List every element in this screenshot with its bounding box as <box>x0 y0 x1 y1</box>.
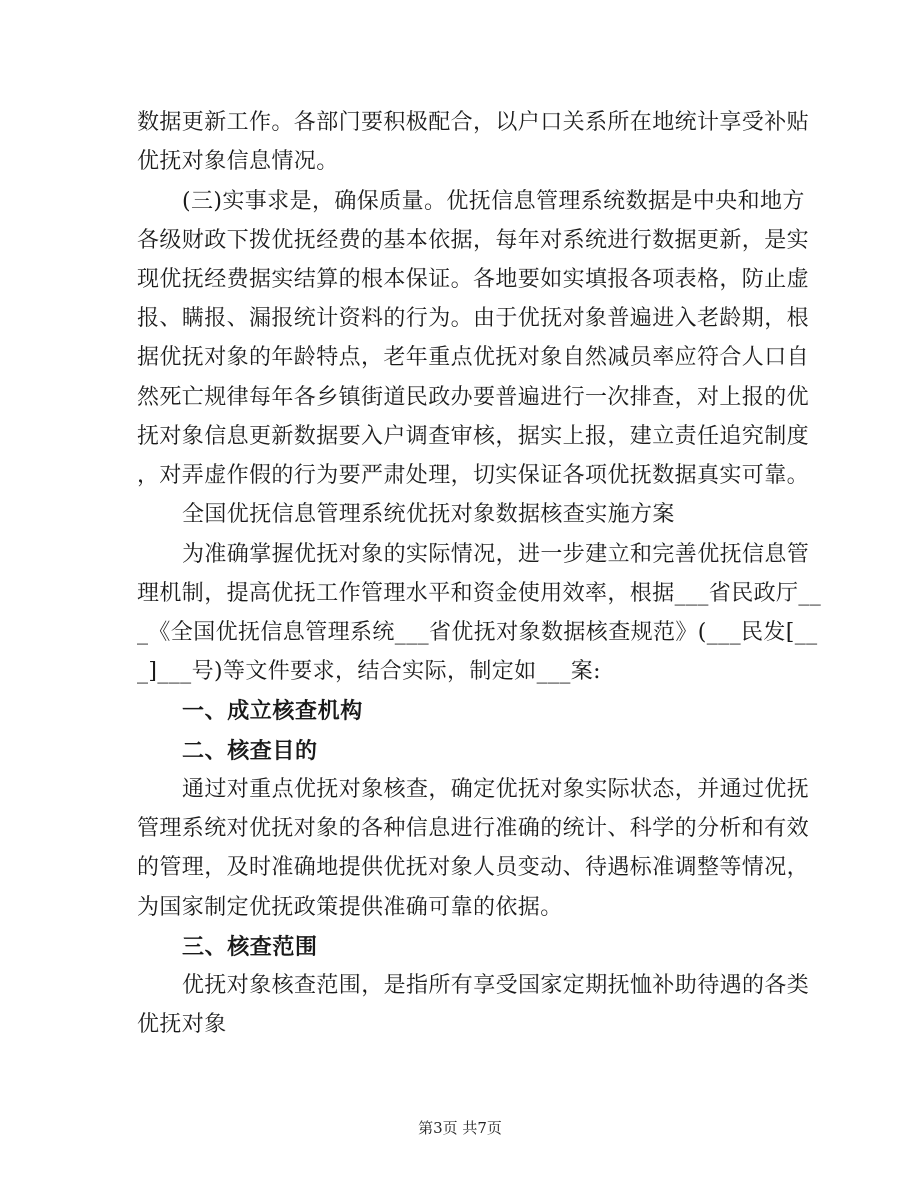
heading-2: 二、核查目的 <box>182 738 318 764</box>
text-line: 据优抚对象的年龄特点，老年重点优抚对象自然减员率应符合人口自 <box>137 345 810 370</box>
text-line: (三)实事求是，确保质量。优抚信息管理系统数据是中央和地方 <box>182 189 805 214</box>
text-line: 通过对重点优抚对象核查，确定优抚对象实际状态，并通过优抚 <box>182 777 810 802</box>
text-line: 优抚对象 <box>137 1012 227 1037</box>
text-line: 优抚对象信息情况。 <box>137 149 339 174</box>
text-line: _]___号)等文件要求，结合实际，制定如___案: <box>137 659 601 684</box>
text-line: 现优抚经费据实结算的根本保证。各地要如实填报各项表格，防止虚 <box>137 267 810 292</box>
text-line: 然死亡规律每年各乡镇街道民政办要普遍进行一次排查，对上报的优 <box>137 385 810 410</box>
text-line: 抚对象信息更新数据要入户调查审核，据实上报，建立责任追究制度 <box>137 424 810 449</box>
text-line: 为准确掌握优抚对象的实际情况，进一步建立和完善优抚信息管 <box>182 542 810 567</box>
page-number-footer: 第3页 共7页 <box>418 1119 502 1137</box>
text-line: 数据更新工作。各部门要积极配合，以户口关系所在地统计享受补贴 <box>137 110 810 135</box>
text-line: 的管理，及时准确地提供优抚对象人员变动、待遇标准调整等情况， <box>137 855 810 880</box>
heading-3: 三、核查范围 <box>182 934 318 960</box>
heading-1: 一、成立核查机构 <box>182 698 363 724</box>
text-line: 管理系统对优抚对象的各种信息进行准确的统计、科学的分析和有效 <box>137 816 810 841</box>
text-line: 为国家制定优抚政策提供准确可靠的依据。 <box>137 895 563 920</box>
text-line: ，对弄虚作假的行为要严肃处理，切实保证各项优抚数据真实可靠。 <box>137 463 810 488</box>
text-line: 优抚对象核查范围，是指所有享受国家定期抚恤补助待遇的各类 <box>182 973 810 998</box>
text-line: 报、瞒报、漏报统计资料的行为。由于优抚对象普遍进入老龄期，根 <box>137 306 810 331</box>
text-line: 各级财政下拨优抚经费的基本依据，每年对系统进行数据更新，是实 <box>137 228 810 253</box>
text-line: _《全国优抚信息管理系统___省优抚对象数据核查规范》(___民发[__ <box>137 620 818 645</box>
text-line: 理机制，提高优抚工作管理水平和资金使用效率，根据___省民政厅__ <box>137 581 822 606</box>
section-title: 全国优抚信息管理系统优抚对象数据核查实施方案 <box>182 502 675 527</box>
